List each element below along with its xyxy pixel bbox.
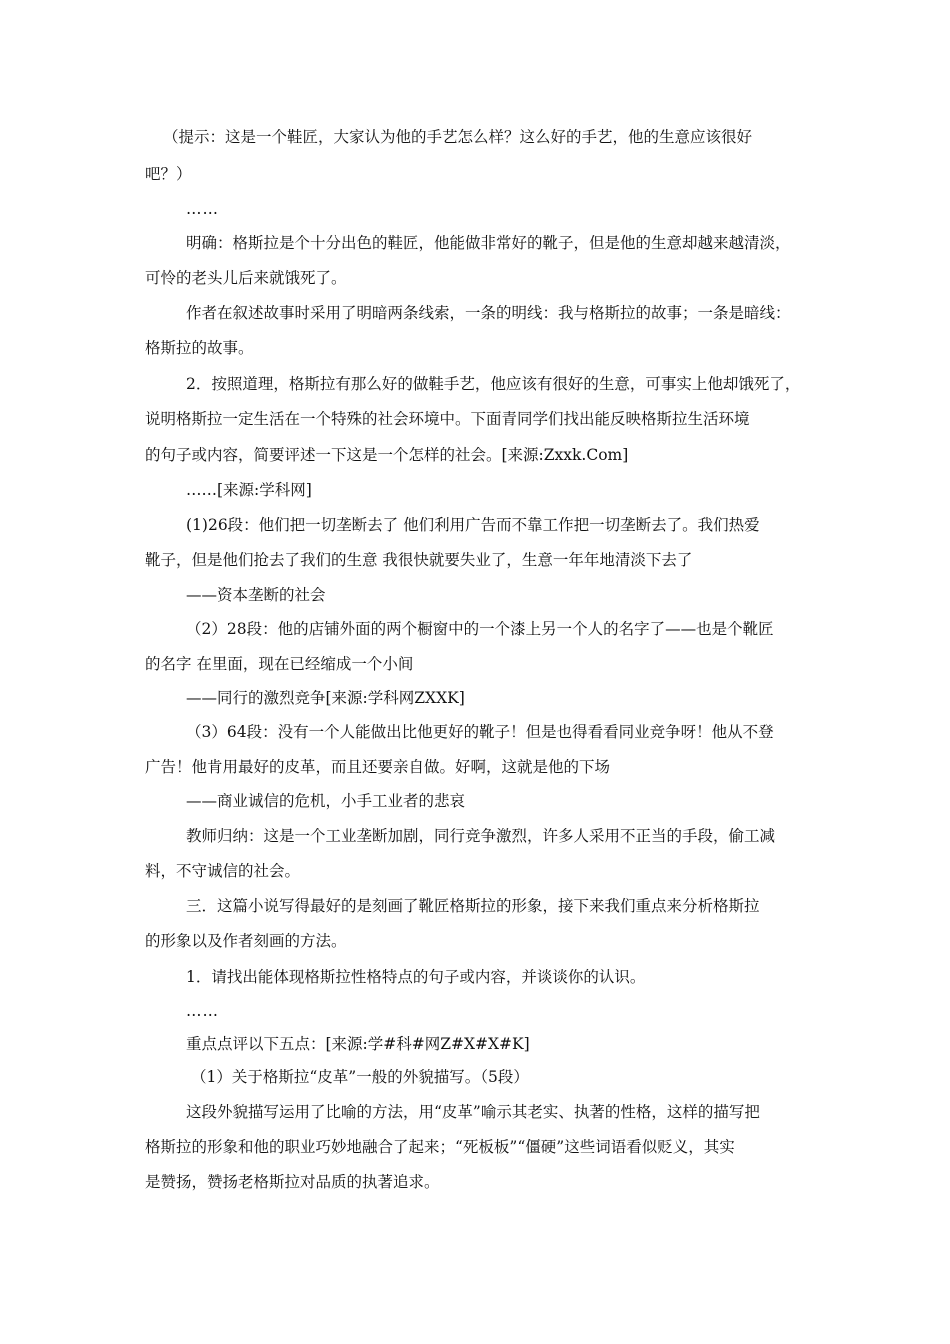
paragraph-line: ——同行的激烈竞争[来源:学科网ZXXK] xyxy=(186,689,465,707)
paragraph-line: 广告！他肯用最好的皮革，而且还要亲自做。好啊，这就是他的下场 xyxy=(145,758,611,776)
paragraph-line: 三．这篇小说写得最好的是刻画了靴匠格斯拉的形象，接下来我们重点来分析格斯拉 xyxy=(186,897,760,915)
paragraph-line: （提示：这是一个鞋匠，大家认为他的手艺怎么样？这么好的手艺，他的生意应该很好 xyxy=(163,128,753,146)
paragraph-line: 的名字 在里面，现在已经缩成一个小间 xyxy=(145,655,414,673)
paragraph-line: 作者在叙述故事时采用了明暗两条线索，一条的明线：我与格斯拉的故事；一条是暗线： xyxy=(186,304,791,322)
paragraph-line: （2）28段：他的店铺外面的两个橱窗中的一个漆上另一个人的名字了——也是个靴匠 xyxy=(186,620,774,638)
paragraph-line: 料，不守诚信的社会。 xyxy=(145,862,301,880)
paragraph-line: （3）64段：没有一个人能做出比他更好的靴子！但是也得看看同业竞争呀！他从不登 xyxy=(186,723,774,741)
paragraph-line: 2．按照道理，格斯拉有那么好的做鞋手艺，他应该有很好的生意，可事实上他却饿死了， xyxy=(186,375,801,393)
paragraph-line: 靴子，但是他们抢去了我们的生意 我很快就要失业了，生意一年年地清淡下去了 xyxy=(145,551,693,569)
paragraph-line: 的形象以及作者刻画的方法。 xyxy=(145,932,347,950)
paragraph-line: 教师归纳：这是一个工业垄断加剧，同行竞争激烈，许多人采用不正当的手段，偷工减 xyxy=(186,827,776,845)
paragraph-line: 重点点评以下五点：[来源:学#科#网Z#X#X#K] xyxy=(186,1035,530,1053)
paragraph-line: 可怜的老头儿后来就饿死了。 xyxy=(145,269,347,287)
paragraph-line: 这段外貌描写运用了比喻的方法，用“皮革”喻示其老实、执著的性格，这样的描写把 xyxy=(186,1103,760,1121)
paragraph-line: ……[来源:学科网] xyxy=(186,481,312,499)
paragraph-line: 格斯拉的形象和他的职业巧妙地融合了起来；“死板板”“僵硬”这些词语看似贬义，其实 xyxy=(145,1138,735,1156)
paragraph-line: 吧？） xyxy=(145,165,192,183)
ellipsis-line: …… xyxy=(186,1002,219,1020)
paragraph-line: 的句子或内容，简要评述一下这是一个怎样的社会。[来源:Zxxk.Com] xyxy=(145,446,629,464)
paragraph-line: 格斯拉的故事。 xyxy=(145,339,254,357)
paragraph-line: 是赞扬，赞扬老格斯拉对品质的执著追求。 xyxy=(145,1173,440,1191)
paragraph-line: 明确：格斯拉是个十分出色的鞋匠，他能做非常好的靴子，但是他的生意却越来越清淡， xyxy=(186,234,791,252)
paragraph-line: ——资本垄断的社会 xyxy=(186,586,326,604)
paragraph-line: (1)26段：他们把一切垄断去了 他们利用广告而不靠工作把一切垄断去了。我们热爱 xyxy=(186,516,760,534)
ellipsis-line: …… xyxy=(186,200,219,218)
paragraph-line: ——商业诚信的危机，小手工业者的悲哀 xyxy=(186,792,466,810)
paragraph-line: 说明格斯拉一定生活在一个特殊的社会环境中。下面青同学们找出能反映格斯拉生活环境 xyxy=(145,410,750,428)
paragraph-line: 1．请找出能体现格斯拉性格特点的句子或内容，并谈谈你的认识。 xyxy=(186,968,646,986)
paragraph-line: （1）关于格斯拉“皮革”一般的外貌描写。（5段） xyxy=(191,1068,529,1086)
